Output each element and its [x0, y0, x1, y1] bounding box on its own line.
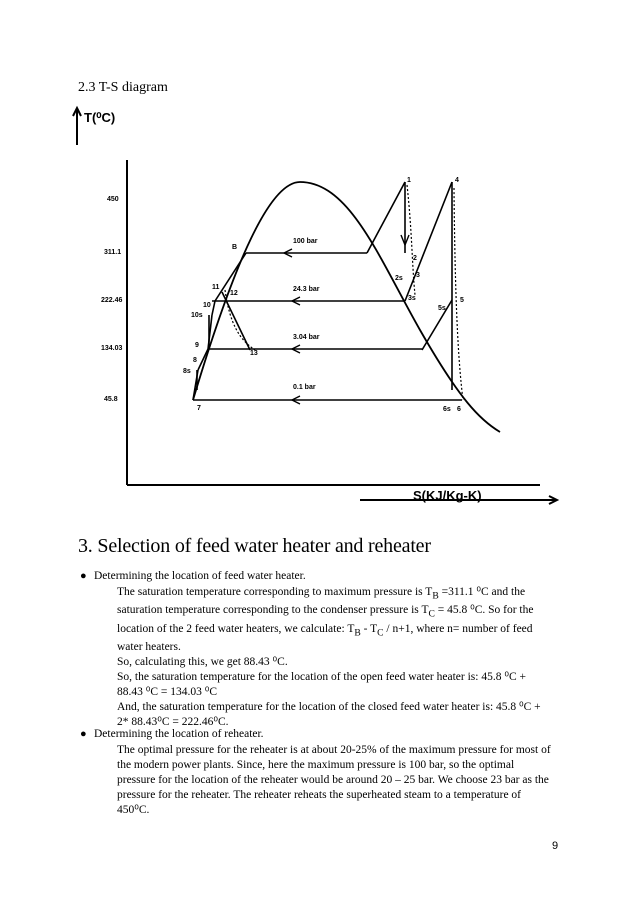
reheater-paragraph: The optimal pressure for the reheater is at about 20-25% of the maximum pressure for most of the modern power plants. Since, here the maximum pressure is 100 bar, so the optimal pressure for the location of the reheater would be around 20 – 25 bar. We choose 23 bar as the pressure for the reheater. The reheater reheats the superheated steam to a temperature of 450⁰C. — [117, 744, 551, 816]
pressure-0-1-bar: 0.1 bar — [293, 384, 316, 391]
tick-222: 222.46 — [101, 297, 123, 304]
point-1: 1 — [407, 177, 411, 184]
bullet-head: Determining the location of feed water heater. — [94, 570, 306, 582]
point-b: B — [232, 244, 238, 251]
point-13: 13 — [250, 350, 258, 357]
point-3: 3 — [416, 272, 420, 279]
section-title: 2.3 T-S diagram — [78, 80, 168, 95]
point-2: 2 — [413, 255, 417, 262]
point-5s: 5s — [438, 305, 446, 312]
bullet-dot: ● — [80, 570, 87, 582]
pressure-3-bar: 3.04 bar — [293, 334, 320, 341]
section-heading: 3. Selection of feed water heater and reheater — [78, 535, 431, 557]
point-6: 6 — [457, 406, 461, 413]
y-axis-label: T(⁰C) — [84, 110, 116, 125]
point-12: 12 — [230, 290, 238, 297]
ts-diagram — [60, 100, 580, 520]
tick-134: 134.03 — [101, 345, 123, 352]
point-9: 9 — [195, 342, 199, 349]
tick-311: 311.1 — [104, 249, 122, 256]
isentropic-dotted — [225, 185, 463, 400]
point-4: 4 — [455, 177, 459, 184]
saturation-dome — [193, 182, 500, 432]
x-axis-label: S(KJ/Kg-K) — [413, 488, 482, 503]
bullet-head: Determining the location of reheater. — [94, 728, 264, 740]
point-3s: 3s — [408, 295, 416, 302]
point-2s: 2s — [395, 275, 403, 282]
tick-450: 450 — [107, 196, 119, 203]
point-5: 5 — [460, 297, 464, 304]
point-8: 8 — [193, 357, 197, 364]
point-8s: 8s — [183, 368, 191, 375]
pressure-100-bar: 100 bar — [293, 238, 318, 245]
point-10: 10 — [203, 302, 211, 309]
feed-water-paragraph: The saturation temperature corresponding to maximum pressure is $T_B =311.1$ ⁰C and the saturation temperature corresponding to the condenser pressure is $T_C = 45.8$ ⁰C. So for the location of the 2 feed water heaters, we calculate: $T_B - T_C / n+1$, where n= number of feed water heaters. So, calculating this, we get 88.43 ⁰C. So, the saturation temperature for the location of the open feed water heater is: 45.8 ⁰C + 88.43 ⁰C = 134.03 ⁰C And, the saturation temperature for the location of the closed feed water heater is: 45.8 ⁰C + 2* 88.43⁰C = 222.46⁰C. — [117, 586, 541, 728]
pressure-24-bar: 24.3 bar — [293, 286, 320, 293]
tick-45: 45.8 — [104, 396, 118, 403]
bullet-dot: ● — [80, 728, 87, 740]
point-7: 7 — [197, 405, 201, 412]
flow-arrows — [284, 235, 409, 404]
point-10s: 10s — [191, 312, 203, 319]
point-6s: 6s — [443, 406, 451, 413]
axes — [73, 108, 557, 504]
point-11: 11 — [212, 284, 220, 291]
page-number: 9 — [552, 840, 559, 852]
